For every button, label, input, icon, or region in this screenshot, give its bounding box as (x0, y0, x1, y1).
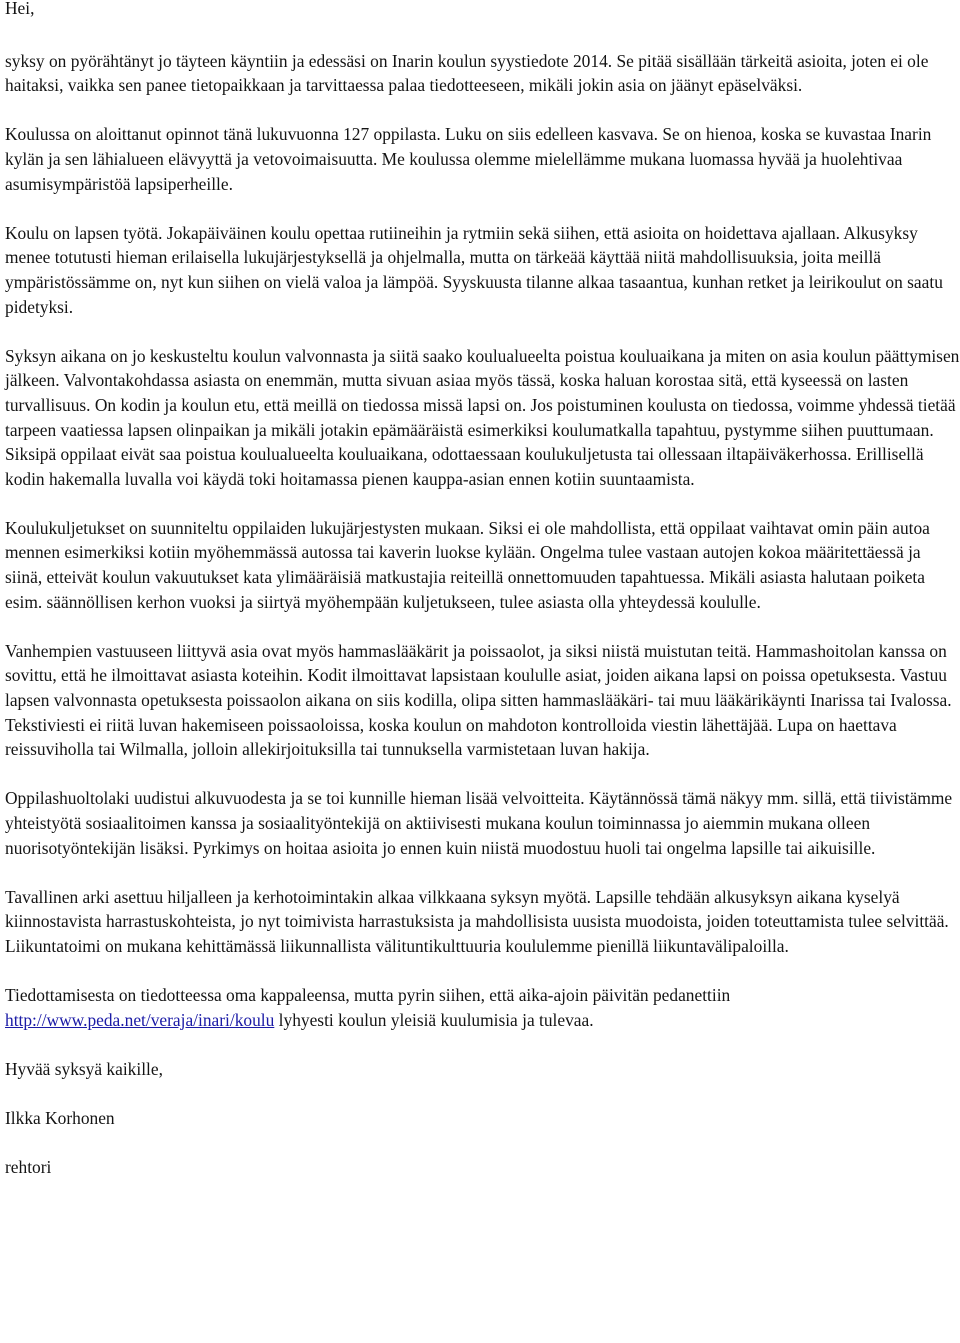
paragraph-intro: syksy on pyörähtänyt jo täyteen käyntiin ja edessäsi on Inarin koulun syystiedote 2014. Se pitää sisällään tärkeitä asioita, joten ei ole haitaksi, vaikka sen panee tietopaikkaan ja tarvittaessa palaa tiedotteeseen, mikäli jokin asia on jäänyt epäselväksi. (5, 50, 929, 96)
paragraph-pupils: Koulussa on aloittanut opinnot tänä lukuvuonna 127 oppilasta. Luku on siis edelleen kasvava. Se on hienoa, koska se kuvastaa Inarin kylän ja sen lähialueen elävyyttä ja vetovoimaisuutta. Me koulussa olemme mielellämme mukana luomassa hyvää ja huolehtivaa asumisympäristöä lapsiperheille. (5, 124, 932, 194)
closing-greeting: Hyvää syksyä kaikille, (5, 1058, 163, 1079)
paragraph-school-work: Koulu on lapsen työtä. Jokapäiväinen koulu opettaa rutiineihin ja rytmiin sekä siihen, että asioita on hoidettava ajallaan. Alkusyksy menee totutusti hieman erilaisella lukujärjestyksellä ja ohjelmalla, mutta on tärkeää käyttää niitä mahdollisuuksia, joita meillä ympäristössämme on, nyt kun siihen on vielä valoa ja lämpöä. Syyskuusta tilanne alkaa tasaantua, kunhan retket ja leirikoulut on saatu pidetyksi. (5, 222, 943, 317)
pedanet-link[interactable]: http://www.peda.net/veraja/inari/koulu (5, 1009, 275, 1030)
paragraph-clubs: Tavallinen arki asettuu hiljalleen ja kerhotoimintakin alkaa vilkkaana syksyn myötä. Lapsille tehdään alkusyksyn aikana kyselyä kiinnostavista harrastuskohteista, jo nyt toimivista harrastuksista ja mahdollisista uusista muodoista, joiden toteuttamista tulee selvittää. Liikuntatoimi on mukana kehittämässä liikunnallista välituntikulttuuria koululemme pienillä liikuntavälipaloilla. (5, 886, 949, 956)
info-text-before: Tiedottamisesta on tiedotteessa oma kappaleensa, mutta pyrin siihen, että aika-ajoin päivitän pedanettiin (5, 985, 731, 1006)
paragraph-absences: Vanhempien vastuuseen liittyvä asia ovat myös hammaslääkärit ja poissaolot, ja siksi niistä muistutan teitä. Hammashoitolan kanssa on sovittu, että he ilmoittavat asiasta koteihin. Kodit ilmoittavat lapsistaan koululle asiat, joiden aikana lapsi on poissa opetuksesta. Vastuu lapsen valvonnasta opetuksesta poissaolon aikana on siis kodilla, olipa sitten hammaslääkäri- tai muu lääkärikäynti Inarissa tai Ivalossa. Tekstiviesti ei riitä luvan hakemiseen poissaoloissa, koska koulun on mahdoton kontrolloida viestin lähettäjää. Lupa on haettava reissuviholla tai Wilmalla, jolloin allekirjoituksilla tai tunnuksella varmistetaan luvan hakija. (5, 640, 952, 760)
letter-document (5, 0, 960, 1205)
paragraph-supervision: Syksyn aikana on jo keskusteltu koulun valvonnasta ja siitä saako koulualueelta poistua kouluaikana ja miten on asia koulun päättymisen jälkeen. Valvontakohdassa asiasta on enemmän, mutta sivuan asiaa myös tässä, koska haluan korostaa sitä, että kyseessä on lasten turvallisuus. On kodin ja koulun etu, että meillä on tiedossa missä lapsi on. Jos poistuminen koulusta on tiedossa, voimme yhdessä tietää tarpeen vaatiessa lapsen olinpaikan ja mikäli jotakin epämääräistä esimerkiksi koulumatkalla tapahtuu, pystymme siihen puuttumaan. Siksipä oppilaat eivät saa poistua koulualueelta kouluaikana, odottaessaan koulukuljetusta tai ollessaan iltapäiväkerhossa. Erillisellä kodin hakemalla luvalla voi käydä toki hoitamassa pienen kauppa-asian ennen kotiin suuntaamista. (5, 345, 960, 489)
signature-title: rehtori (5, 1157, 52, 1178)
greeting: Hei, (5, 0, 35, 18)
paragraph-pupil-welfare: Oppilashuoltolaki uudistui alkuvuodesta ja se toi kunnille hieman lisää velvoitteita. Käytännössä tämä näkyy mm. sillä, että tiivistämme yhteistyötä sosiaalitoimen kanssa ja sosiaalityöntekijä on aktiivisesti mukana koulun toiminnassa jo aiemmin mukana olleen nuorisotyöntekijän lisäksi. Pyrkimys on hoitaa asioita jo ennen kuin niistä muodostuu huoli tai ongelma lapsille tai aikuisille. (5, 788, 953, 858)
paragraph-information (5, 983, 960, 1032)
info-text-after: lyhyesti koulun yleisiä kuulumisia ja tulevaa. (274, 1009, 594, 1030)
signature-name: Ilkka Korhonen (5, 1108, 115, 1129)
paragraph-transport: Koulukuljetukset on suunniteltu oppilaiden lukujärjestysten mukaan. Siksi ei ole mahdollista, että oppilaat vaihtavat omin päin autoa mennen esimerkiksi kotiin myöhemmässä autossa tai kaverin luokse kylään. Ongelma tulee vastaan autojen kokoa määritettäessä ja siinä, etteivät koulun vakuutukset kata ylimääräisiä matkustajia reiteillä onnettomuuden tapahtuessa. Mikäli asiasta halutaan poiketa esim. säännöllisen kerhon vuoksi ja siirtyä myöhempään kuljetukseen, tulee asiasta olla yhteydessä koululle. (5, 517, 930, 612)
